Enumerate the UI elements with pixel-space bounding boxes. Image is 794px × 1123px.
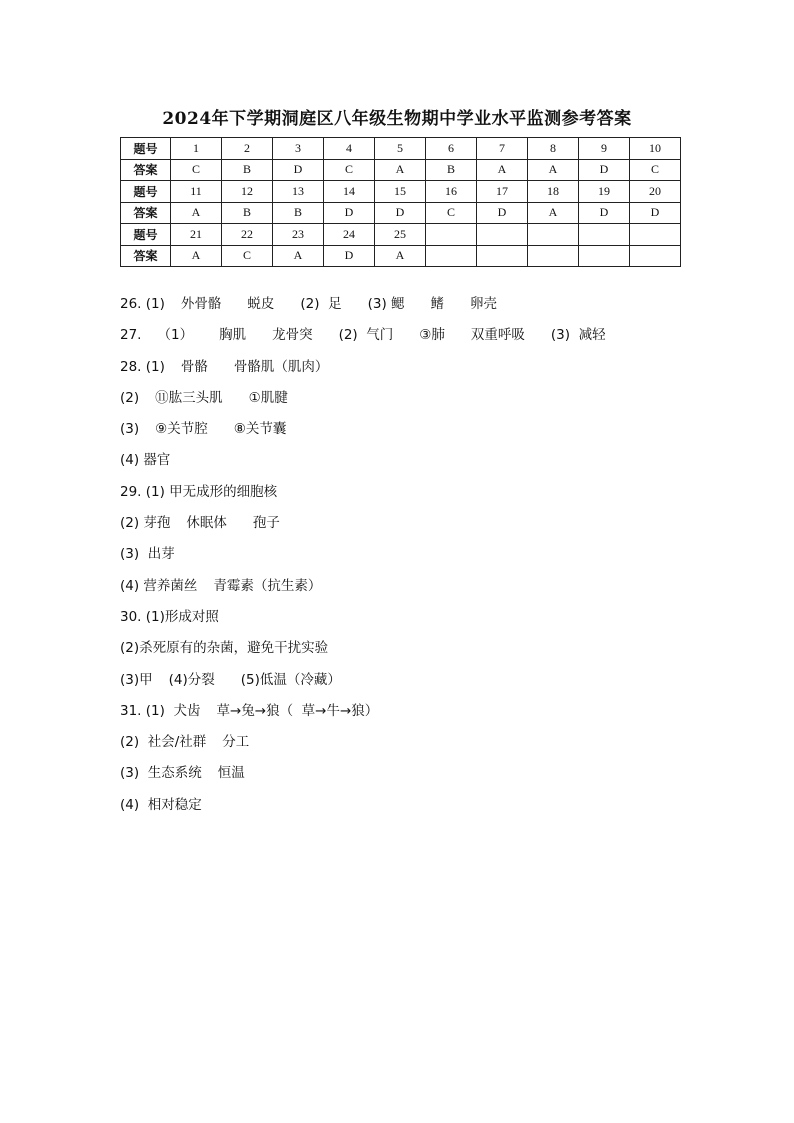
- answer-line: [120, 511, 632, 542]
- answer-segment: (2)杀死原有的杂菌，避免干扰实验: [120, 640, 329, 657]
- answer-line: [120, 636, 632, 667]
- table-cell: 4: [324, 138, 375, 160]
- answer-segment: 28. (1): [120, 358, 165, 375]
- table-cell: 25: [375, 224, 426, 246]
- table-cell: D: [630, 202, 681, 224]
- table-cell: 19: [579, 181, 630, 203]
- answer-segment: 鳍: [430, 296, 445, 312]
- answer-segment: (3)甲: [120, 671, 153, 688]
- table-row: [121, 159, 681, 181]
- table-cell: A: [375, 159, 426, 181]
- answer-line: [120, 480, 632, 511]
- answer-segment: (2) 足: [300, 296, 342, 312]
- answer-segment: ⑨关节腔: [155, 421, 208, 438]
- table-cell: 17: [477, 181, 528, 203]
- table-row: [121, 224, 681, 246]
- answer-segment: 双重呼吸: [470, 327, 525, 344]
- answer-segment: (4)分裂: [168, 671, 215, 688]
- table-cell: A: [273, 245, 324, 267]
- table-cell: D: [273, 159, 324, 181]
- answer-segment: 29. (1) 甲无成形的细胞核: [120, 483, 278, 500]
- table-cell: 18: [528, 181, 579, 203]
- answer-lines: [120, 292, 632, 824]
- table-cell: C: [630, 159, 681, 181]
- answer-segment: 休眠体: [186, 515, 227, 532]
- table-cell: 21: [171, 224, 222, 246]
- table-row-header: 题号: [121, 224, 171, 246]
- answer-segment: 龙骨突: [272, 327, 313, 344]
- table-cell: A: [171, 202, 222, 224]
- answer-segment: ③肺: [419, 327, 445, 344]
- table-cell: 9: [579, 138, 630, 160]
- table-cell: D: [375, 202, 426, 224]
- answer-segment: (3) 出芽: [120, 546, 175, 563]
- table-cell: 7: [477, 138, 528, 160]
- answer-segment: 草→兔→狼（ 草→牛→狼）: [216, 702, 379, 719]
- page-title: 2024年下学期洞庭区八年级生物期中学业水平监测参考答案: [162, 109, 632, 129]
- table-cell: A: [528, 159, 579, 181]
- table-cell: 24: [324, 224, 375, 246]
- table-cell: 14: [324, 181, 375, 203]
- table-cell: B: [273, 202, 324, 224]
- table-cell: D: [324, 202, 375, 224]
- table-row-header: 题号: [121, 138, 171, 160]
- table-cell: D: [477, 202, 528, 224]
- answer-segment: (3): [120, 421, 140, 438]
- table-cell: 3: [273, 138, 324, 160]
- answer-segment: 青霉素（抗生素）: [213, 577, 322, 594]
- answer-table: [120, 137, 681, 267]
- table-cell: [630, 224, 681, 246]
- answer-line: [120, 417, 632, 448]
- answer-line: [120, 386, 632, 417]
- table-cell: A: [375, 245, 426, 267]
- table-cell: [579, 224, 630, 246]
- table-cell: D: [324, 245, 375, 267]
- answer-segment: ⑪肱三头肌: [155, 389, 223, 406]
- answer-segment: (5)低温（冷藏）: [240, 671, 341, 688]
- table-cell: D: [579, 202, 630, 224]
- table-row-header: 答案: [121, 202, 171, 224]
- table-cell: 11: [171, 181, 222, 203]
- answer-line: [120, 574, 632, 605]
- table-cell: 10: [630, 138, 681, 160]
- answer-segment: (2) 芽孢: [120, 515, 171, 532]
- table-cell: D: [579, 159, 630, 181]
- answer-segment: 26. (1): [120, 296, 165, 312]
- answer-segment: 孢子: [252, 515, 280, 532]
- answer-segment: (2) 气门: [338, 327, 394, 344]
- answer-line: [120, 730, 632, 761]
- table-cell: C: [222, 245, 273, 267]
- table-cell: 6: [426, 138, 477, 160]
- table-row: [121, 181, 681, 203]
- answer-line: [120, 668, 632, 699]
- table-cell: A: [477, 159, 528, 181]
- answer-segment: ⑧关节囊: [233, 421, 287, 438]
- table-cell: 15: [375, 181, 426, 203]
- table-row-header: 题号: [121, 181, 171, 203]
- table-cell: 8: [528, 138, 579, 160]
- table-cell: 12: [222, 181, 273, 203]
- answer-segment: 骨骼肌（肌肉）: [233, 358, 329, 375]
- table-cell: [579, 245, 630, 267]
- answer-line: [120, 542, 632, 573]
- answer-segment: (4) 营养菌丝: [120, 577, 198, 594]
- answer-segment: (4) 相对稳定: [120, 796, 202, 813]
- answer-segment: 分工: [222, 734, 250, 751]
- table-cell: A: [528, 202, 579, 224]
- answer-segment: (3) 生态系统: [120, 765, 202, 782]
- answer-line: [120, 761, 632, 792]
- answer-segment: 骨骼: [180, 358, 208, 375]
- table-cell: B: [426, 159, 477, 181]
- table-cell: [426, 224, 477, 246]
- answer-segment: (4) 器官: [120, 452, 171, 469]
- answer-line: [120, 292, 632, 323]
- table-cell: 5: [375, 138, 426, 160]
- table-row: [121, 202, 681, 224]
- answer-segment: 胸肌: [219, 327, 247, 344]
- answer-segment: （1）: [157, 327, 194, 344]
- answer-line: [120, 448, 632, 479]
- table-cell: 13: [273, 181, 324, 203]
- table-cell: C: [171, 159, 222, 181]
- table-cell: B: [222, 202, 273, 224]
- table-row: [121, 138, 681, 160]
- answer-segment: (3) 鳃: [367, 296, 405, 312]
- answer-segment: 27.: [120, 327, 142, 344]
- answer-segment: 蜕皮: [247, 296, 275, 312]
- table-cell: B: [222, 159, 273, 181]
- answer-segment: ①肌腱: [248, 389, 288, 406]
- table-cell: C: [426, 202, 477, 224]
- table-cell: C: [324, 159, 375, 181]
- answer-segment: (2) 社会/社群: [120, 734, 207, 751]
- table-cell: 16: [426, 181, 477, 203]
- table-cell: 2: [222, 138, 273, 160]
- answer-line: [120, 355, 632, 386]
- table-cell: A: [171, 245, 222, 267]
- table-cell: [528, 224, 579, 246]
- answer-line: [120, 605, 632, 636]
- answer-segment: 30. (1)形成对照: [120, 608, 219, 625]
- table-cell: [426, 245, 477, 267]
- table-cell: [477, 224, 528, 246]
- table-cell: [630, 245, 681, 267]
- answer-segment: 外骨骼: [180, 296, 222, 312]
- table-cell: [528, 245, 579, 267]
- table-cell: 22: [222, 224, 273, 246]
- answer-line: [120, 793, 632, 824]
- answer-line: [120, 699, 632, 730]
- table-cell: 1: [171, 138, 222, 160]
- answer-segment: 卵壳: [470, 296, 498, 312]
- table-row-header: 答案: [121, 245, 171, 267]
- table-cell: 20: [630, 181, 681, 203]
- answer-segment: (2): [120, 389, 140, 406]
- answer-segment: (3) 减轻: [550, 327, 606, 344]
- table-row-header: 答案: [121, 159, 171, 181]
- answer-segment: 31. (1) 犬齿: [120, 702, 201, 719]
- table-cell: [477, 245, 528, 267]
- table-cell: 23: [273, 224, 324, 246]
- answer-line: [120, 323, 632, 354]
- answer-segment: 恒温: [217, 765, 245, 782]
- table-row: [121, 245, 681, 267]
